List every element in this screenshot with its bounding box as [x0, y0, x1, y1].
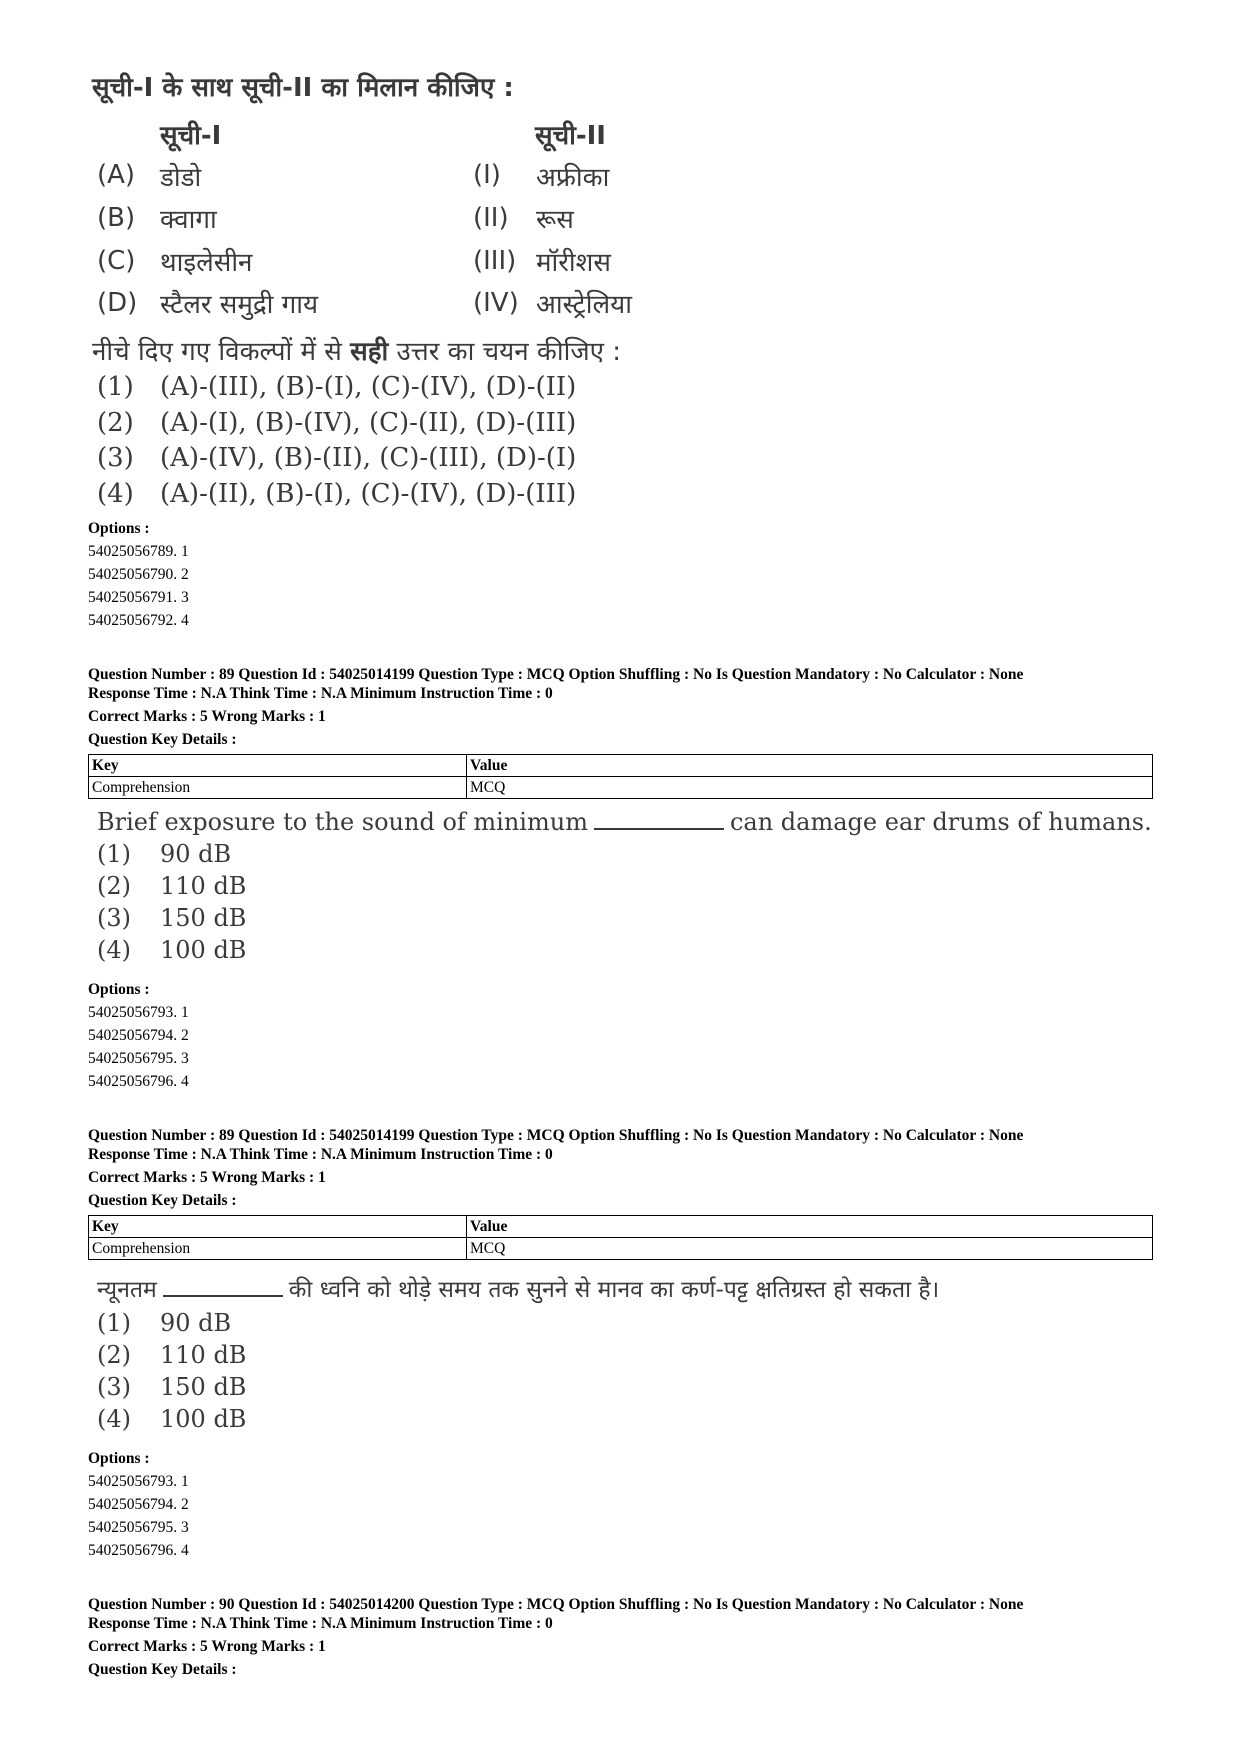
q89en-choice-text: 150 dB: [160, 904, 247, 932]
q89en-question-pre: Brief exposure to the sound of minimum: [97, 808, 588, 836]
q89en-choice-num: (1): [97, 840, 131, 868]
q89hi-choice-num: (1): [97, 1309, 131, 1337]
q89en-choice-num: (4): [97, 936, 131, 964]
q88-choice-num: (3): [97, 443, 134, 473]
q89en-meta-line2: Response Time : N.A Think Time : N.A Minimum Instruction Time : 0: [88, 685, 553, 702]
q88-choice-num: (1): [97, 372, 134, 402]
blank-line: [163, 1275, 283, 1297]
q89en-option-1: 54025056793. 1: [88, 1004, 189, 1021]
q89en-key-details: Question Key Details :: [88, 731, 237, 748]
q89hi-key-details: Question Key Details :: [88, 1192, 237, 1209]
q90-key-details: Question Key Details :: [88, 1661, 237, 1678]
list2-iv-text: आस्ट्रेलिया: [536, 290, 632, 320]
list1-b-text: क्वागा: [160, 205, 217, 235]
q89hi-choice-3: [97, 1373, 246, 1401]
q89hi-choice-2: [97, 1341, 246, 1369]
q89hi-choice-num: (2): [97, 1341, 131, 1369]
q89en-option-3: 54025056795. 3: [88, 1050, 189, 1067]
q89hi-meta-line2: Response Time : N.A Think Time : N.A Minimum Instruction Time : 0: [88, 1146, 553, 1163]
q89hi-key-table: [88, 1215, 1153, 1260]
list1-d-label: (D): [97, 288, 138, 318]
list1-a-label: (A): [97, 160, 136, 190]
q88-intro-text: सूची-I के साथ सूची-II का मिलान कीजिए :: [92, 73, 514, 103]
q88-intro: [92, 68, 514, 104]
q88-option-1: 54025056789. 1: [88, 543, 189, 560]
key-cell: Comprehension: [89, 777, 467, 799]
q89hi-choice-text: 150 dB: [160, 1373, 247, 1401]
q89en-option-4: 54025056796. 4: [88, 1073, 189, 1090]
q88-option-3: 54025056791. 3: [88, 589, 189, 606]
q89en-choice-2: [97, 872, 246, 900]
q89hi-choice-1: [97, 1309, 231, 1337]
q89en-meta-line1: Question Number : 89 Question Id : 54025014199 Question Type : MCQ Option Shuffling : No Is Question Mandatory : No Calculator : None: [88, 666, 1024, 683]
q88-option-4: 54025056792. 4: [88, 612, 189, 629]
q89hi-choice-text: 110 dB: [160, 1341, 247, 1369]
list2-i-label: (I): [473, 160, 501, 190]
q89hi-choice-4: [97, 1405, 246, 1433]
q88-choice-3: [97, 443, 576, 473]
q89en-choice-3: [97, 904, 246, 932]
q89en-choice-text: 90 dB: [160, 840, 232, 868]
q89en-choice-text: 100 dB: [160, 936, 247, 964]
q89en-choice-num: (2): [97, 872, 131, 900]
q89en-key-table: [88, 754, 1153, 799]
q90-meta-line1: Question Number : 90 Question Id : 54025014200 Question Type : MCQ Option Shuffling : No Is Question Mandatory : No Calculator : None: [88, 1596, 1024, 1613]
q89hi-meta-line1: Question Number : 89 Question Id : 54025014199 Question Type : MCQ Option Shuffling : No Is Question Mandatory : No Calculator : None: [88, 1127, 1024, 1144]
q88-instruction-pre: नीचे दिए गए विकल्पों में से: [92, 337, 351, 367]
q88-instruction: [92, 332, 621, 368]
list2-i-text: अफ्रीका: [536, 163, 610, 193]
q89hi-choice-text: 90 dB: [160, 1309, 232, 1337]
key-header: Key: [89, 1216, 467, 1238]
value-header: Value: [467, 1216, 1153, 1238]
q89en-options-label: Options :: [88, 981, 150, 998]
q89en-marks: Correct Marks : 5 Wrong Marks : 1: [88, 708, 326, 725]
q89hi-option-2: 54025056794. 2: [88, 1496, 189, 1513]
q89hi-marks: Correct Marks : 5 Wrong Marks : 1: [88, 1169, 326, 1186]
q88-choice-4: [97, 479, 576, 509]
key-cell: Comprehension: [89, 1238, 467, 1260]
list1-a-text: डोडो: [160, 163, 202, 193]
q89en-option-2: 54025056794. 2: [88, 1027, 189, 1044]
q89en-choice-num: (3): [97, 904, 131, 932]
value-header: Value: [467, 755, 1153, 777]
value-cell: MCQ: [467, 777, 1153, 799]
q89hi-option-4: 54025056796. 4: [88, 1542, 189, 1559]
q89en-choice-4: [97, 936, 246, 964]
q89hi-choice-num: (3): [97, 1373, 131, 1401]
q89hi-choice-num: (4): [97, 1405, 131, 1433]
q89en-question: [97, 808, 1152, 836]
list2-ii-label: (II): [473, 203, 509, 233]
q88-instruction-bold: सही: [350, 337, 389, 367]
q89en-choice-1: [97, 840, 231, 868]
list1-c-label: (C): [97, 246, 136, 276]
q89en-question-post: can damage ear drums of humans.: [729, 808, 1152, 836]
q88-choice-1: [97, 372, 576, 402]
q88-option-2: 54025056790. 2: [88, 566, 189, 583]
q89hi-options-label: Options :: [88, 1450, 150, 1467]
q88-choice-num: (2): [97, 408, 134, 438]
q89hi-question-post: की ध्वनि को थोड़े समय तक सुनने से मानव का कर्ण-पट्ट क्षतिग्रस्त हो सकता है।: [288, 1277, 940, 1303]
list2-heading: सूची-II: [535, 121, 606, 151]
q89hi-option-1: 54025056793. 1: [88, 1473, 189, 1490]
q90-meta-line2: Response Time : N.A Think Time : N.A Minimum Instruction Time : 0: [88, 1615, 553, 1632]
q90-marks: Correct Marks : 5 Wrong Marks : 1: [88, 1638, 326, 1655]
q88-choice-text: (A)-(II), (B)-(I), (C)-(IV), (D)-(III): [160, 479, 577, 509]
q88-instruction-post: उत्तर का चयन कीजिए :: [388, 337, 622, 367]
key-header: Key: [89, 755, 467, 777]
list2-ii-text: रूस: [536, 205, 574, 235]
q89hi-question-pre: न्यूनतम: [97, 1277, 157, 1303]
q89hi-option-3: 54025056795. 3: [88, 1519, 189, 1536]
value-cell: MCQ: [467, 1238, 1153, 1260]
q88-choice-text: (A)-(III), (B)-(I), (C)-(IV), (D)-(II): [160, 372, 577, 402]
list1-heading: सूची-I: [160, 121, 222, 151]
q89en-choice-text: 110 dB: [160, 872, 247, 900]
list2-iv-label: (IV): [473, 288, 519, 318]
q88-choice-2: [97, 408, 576, 438]
q88-choice-text: (A)-(IV), (B)-(II), (C)-(III), (D)-(I): [160, 443, 577, 473]
list1-c-text: थाइलेसीन: [160, 248, 253, 278]
q88-choice-num: (4): [97, 479, 134, 509]
blank-line: [594, 808, 724, 830]
q89hi-choice-text: 100 dB: [160, 1405, 247, 1433]
q88-choice-text: (A)-(I), (B)-(IV), (C)-(II), (D)-(III): [160, 408, 577, 438]
list1-b-label: (B): [97, 203, 136, 233]
list2-iii-text: मॉरीशस: [536, 248, 611, 278]
q88-options-label: Options :: [88, 520, 150, 537]
q89hi-question: [97, 1272, 939, 1304]
list2-iii-label: (III): [473, 246, 517, 276]
list1-d-text: स्टैलर समुद्री गाय: [160, 290, 319, 320]
